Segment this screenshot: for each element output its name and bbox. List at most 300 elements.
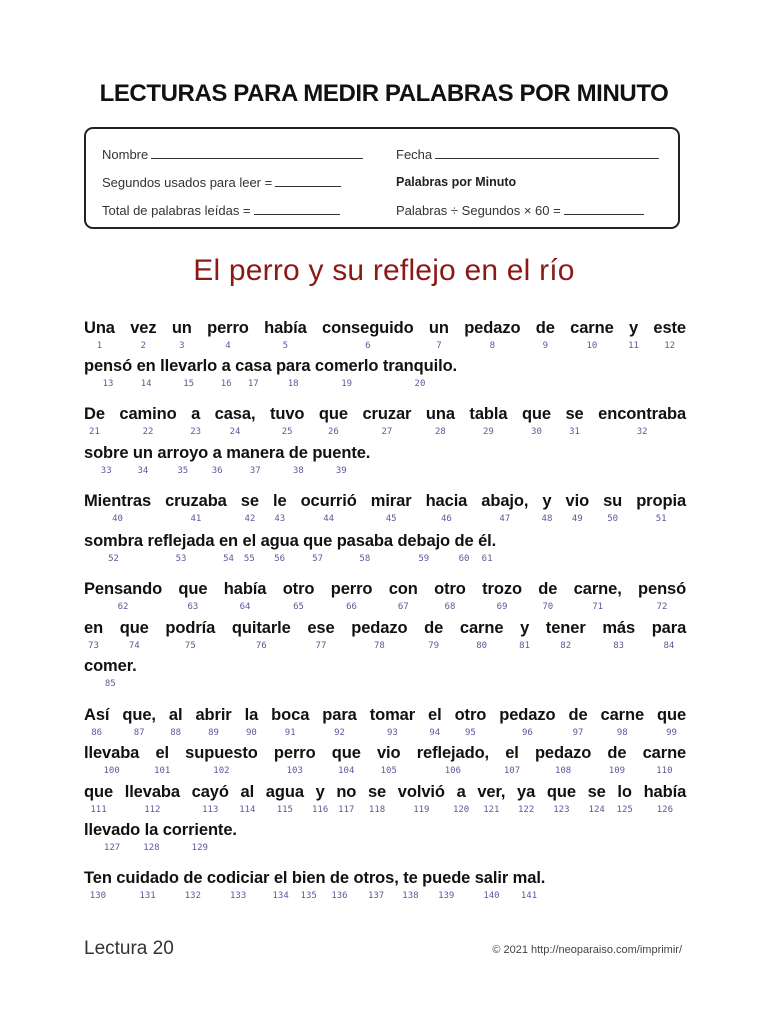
story-word: se [565,405,584,423]
word-number: 58 [359,554,371,564]
word-number: 5 [282,341,289,351]
story-word: una [425,405,455,423]
story-word: agua [265,783,304,801]
story-word: pedazo [534,744,592,762]
word-number: 135 [300,891,317,901]
page-title: LECTURAS PARA MEDIR PALABRAS POR MINUTO [99,80,669,107]
word-number: 33 [100,466,112,476]
story-word: pedazo [464,319,521,337]
story-word: de [568,706,588,724]
word-number: 10 [586,341,598,351]
story-word: que [119,619,149,637]
word-number: 109 [608,766,626,776]
word-number: 94 [429,728,441,738]
word-number: 111 [90,805,107,815]
story-word: tener [545,619,586,637]
word-number: 11 [628,341,639,351]
story-word: que, [122,706,156,724]
word-number: 19 [341,379,353,389]
story-word: se [240,492,259,510]
word-number: 78 [373,641,385,651]
word-number: 132 [184,891,202,901]
story-word: al [240,783,255,801]
story-word: podría [165,619,216,637]
reader-info-box [84,127,680,229]
story-line [84,405,686,424]
story-word: vio [376,744,401,762]
story-word: hacia [425,492,468,510]
word-number: 45 [385,514,397,524]
story-word: que [546,783,576,801]
word-number: 9 [542,341,549,351]
seconds-label: Segundos usados para leer = [102,175,273,190]
word-number: 51 [655,514,667,524]
story-word: camino [119,405,177,423]
story-word: que [303,532,333,550]
word-number: 43 [274,514,286,524]
word-number: 102 [213,766,230,776]
story-word: de [607,744,627,762]
date-label: Fecha [396,147,433,162]
story-word: llevaba [124,783,180,801]
story-word: otro [434,580,466,598]
word-number: 93 [386,728,398,738]
story-word: ver, [477,783,506,801]
story-word: conseguido [322,319,414,337]
story-word: supuesto [185,744,258,762]
story-word: te [403,869,418,887]
story-word: salir [474,869,509,887]
word-number: 127 [103,843,121,853]
story-word: pedazo [499,706,556,724]
word-number: 99 [666,728,677,738]
story-word: ya [517,783,536,801]
story-word: comer. [84,657,137,675]
story-word: trozo [482,580,522,598]
word-number: 31 [569,427,580,437]
story-word: a [456,783,466,801]
word-number: 139 [438,891,455,901]
story-word: un [132,444,153,462]
word-number: 40 [112,514,123,524]
word-number: 26 [327,427,339,437]
word-number: 98 [616,728,628,738]
word-number: 73 [88,641,99,651]
story-line [84,657,137,676]
reading-number: Lectura 20 [84,938,174,959]
story-word: tranquilo. [382,357,458,375]
story-word: que [318,405,348,423]
story-word: carne [600,706,645,724]
word-number: 68 [444,602,456,612]
word-number: 123 [553,805,570,815]
story-word: el [242,532,257,550]
word-number: 122 [517,805,535,815]
word-number: 70 [542,602,554,612]
story-word: carne [459,619,504,637]
word-number: 54 [223,554,234,564]
story-word: la [244,706,259,724]
story-line [84,444,370,463]
story-word: y [542,492,552,510]
story-line [84,319,686,338]
word-number: 84 [663,641,675,651]
story-word: otros, [353,869,399,887]
story-word: boca [271,706,310,724]
word-number: 46 [440,514,452,524]
word-number: 125 [616,805,633,815]
story-word: abajo, [481,492,529,510]
story-word: de [538,580,558,598]
word-number: 13 [102,379,114,389]
story-word: llevarlo [160,357,218,375]
story-word: había [643,783,687,801]
story-word: cayó [191,783,229,801]
story-word: a [191,405,201,423]
seconds-field[interactable] [275,185,341,187]
word-number: 120 [452,805,470,815]
story-word: el [155,744,169,762]
word-number: 92 [334,728,345,738]
story-word: en [218,532,239,550]
story-word: había [264,319,307,337]
word-number: 110 [656,766,673,776]
story-word: corriente. [162,821,237,839]
story-word: a [212,444,222,462]
word-number: 124 [588,805,605,815]
word-number: 47 [499,514,511,524]
story-word: el [428,706,442,724]
story-word: al [168,706,183,724]
word-number: 129 [191,843,208,853]
story-word: tomar [369,706,416,724]
name-field[interactable] [151,157,363,159]
total-label: Total de palabras leídas = [102,203,251,218]
word-number: 80 [476,641,488,651]
word-number: 64 [239,602,251,612]
word-number: 119 [413,805,430,815]
word-number: 114 [239,805,256,815]
word-number: 50 [607,514,619,524]
word-number: 138 [402,891,419,901]
word-number: 126 [656,805,673,815]
word-number: 29 [483,427,494,437]
word-number: 57 [312,554,324,564]
word-number: 113 [202,805,219,815]
story-word: en [136,357,156,375]
word-number: 27 [381,427,393,437]
story-word: agua [260,532,299,550]
word-number: 12 [664,341,676,351]
name-row [102,147,363,162]
word-number: 89 [208,728,219,738]
word-number: 23 [190,427,202,437]
word-number: 136 [331,891,348,901]
seconds-row [102,175,341,190]
word-number: 42 [244,514,256,524]
word-number: 105 [380,766,397,776]
story-word: quitarle [231,619,291,637]
story-word: sombra [84,532,144,550]
story-word: cruzaba [165,492,227,510]
story-word: lo [617,783,632,801]
word-number: 101 [154,766,171,776]
word-number: 66 [346,602,357,612]
word-number: 24 [229,427,241,437]
word-number: 4 [225,341,231,351]
word-number: 108 [554,766,572,776]
word-number: 49 [571,514,583,524]
story-word: a [221,357,231,375]
story-word: la [144,821,159,839]
word-number: 83 [613,641,625,651]
word-number: 61 [481,554,493,564]
story-word: para [651,619,687,637]
word-number: 37 [249,466,261,476]
formula-label: Palabras ÷ Segundos × 60 = [396,203,561,218]
word-number: 87 [133,728,145,738]
story-word: Mientras [84,492,152,510]
story-word: ocurrió [300,492,357,510]
word-number: 100 [103,766,120,776]
word-number: 69 [496,602,508,612]
story-word: un [428,319,449,337]
word-number: 79 [428,641,440,651]
word-number: 35 [177,466,189,476]
story-word: De [84,405,105,423]
story-word: Pensando [84,580,163,598]
word-number: 67 [397,602,409,612]
story-word: cruzar [362,405,412,423]
story-word: con [388,580,418,598]
word-number: 8 [489,341,496,351]
story-word: que [331,744,361,762]
word-number: 116 [311,805,329,815]
date-row [396,147,659,162]
word-number: 90 [245,728,257,738]
story-line [84,783,686,802]
word-number: 95 [465,728,476,738]
story-word: comerlo [314,357,379,375]
word-number: 59 [418,554,430,564]
wpm-label: Palabras por Minuto [396,175,517,189]
word-number: 18 [287,379,299,389]
story-line [84,619,686,638]
story-word: había [223,580,267,598]
story-word: debajo [397,532,451,550]
word-number: 60 [458,554,470,564]
word-number: 103 [286,766,303,776]
word-number: 30 [531,427,542,437]
story-word: pasaba [336,532,393,550]
word-number: 1 [96,341,103,351]
word-number: 76 [255,641,267,651]
story-word: el [505,744,519,762]
word-number: 32 [636,427,648,437]
story-word: tuvo [269,405,305,423]
story-word: codiciar [206,869,270,887]
story-line [84,492,686,511]
word-number: 72 [656,602,668,612]
story-line [84,821,237,840]
story-word: llevaba [84,744,140,762]
formula-field[interactable] [564,213,644,215]
word-number: 141 [520,891,538,901]
word-number: 131 [139,891,156,901]
story-word: mal. [512,869,546,887]
story-word: no [336,783,357,801]
word-number: 118 [368,805,386,815]
word-number: 88 [170,728,182,738]
word-number: 55 [243,554,255,564]
word-number: 115 [276,805,293,815]
story-word: para [275,357,311,375]
story-line [84,706,686,725]
word-number: 85 [104,679,116,689]
word-number: 91 [284,728,296,738]
story-word: que [84,783,114,801]
word-number: 53 [175,554,187,564]
word-number: 97 [572,728,584,738]
story-word: su [603,492,623,510]
story-word: un [171,319,192,337]
word-number: 39 [335,466,347,476]
story-word: pedazo [351,619,408,637]
story-word: sobre [84,444,129,462]
word-number: 52 [108,554,119,564]
story-word: puede [422,869,471,887]
story-word: arroyo [157,444,209,462]
word-number: 36 [211,466,223,476]
story-word: de [424,619,444,637]
story-word: reflejada [147,532,215,550]
story-word: vio [565,492,590,510]
word-number: 133 [229,891,247,901]
story-word: de [535,319,555,337]
word-number: 56 [274,554,286,564]
story-word: manera [226,444,285,462]
word-number: 16 [220,379,232,389]
word-number: 28 [434,427,446,437]
story-word: bien [291,869,326,887]
story-word: Así [84,706,110,724]
story-line [84,580,686,599]
story-word: y [628,319,639,337]
story-word: en [84,619,104,637]
story-word: él. [478,532,497,550]
story-word: reflejado, [416,744,490,762]
word-number: 38 [292,466,304,476]
word-number: 137 [367,891,385,901]
story-word: y [520,619,530,637]
story-title: El perro y su reflejo en el río [193,254,575,287]
formula-row [396,203,644,218]
word-number: 7 [436,341,442,351]
word-number: 22 [142,427,154,437]
story-word: de [329,869,349,887]
word-number: 71 [592,602,604,612]
story-word: Ten [84,869,112,887]
story-word: el [273,869,288,887]
word-number: 107 [503,766,521,776]
story-word: vez [130,319,157,337]
word-number: 44 [323,514,335,524]
word-number: 6 [365,341,371,351]
story-word: que [178,580,208,598]
story-word: puente. [312,444,371,462]
story-word: mirar [370,492,412,510]
name-label: Nombre [102,147,149,162]
story-word: perro [207,319,249,337]
word-number: 96 [521,728,533,738]
story-line [84,869,545,888]
word-number: 14 [140,379,152,389]
word-number: 104 [338,766,355,776]
story-word: tabla [469,405,508,423]
story-word: otro [282,580,315,598]
story-word: perro [273,744,316,762]
story-word: de [454,532,474,550]
story-word: perro [330,580,373,598]
story-word: encontraba [598,405,687,423]
word-number: 21 [89,427,100,437]
word-number: 48 [541,514,553,524]
word-number: 128 [143,843,160,853]
word-number: 140 [483,891,500,901]
word-number: 15 [183,379,195,389]
story-word: carne, [573,580,622,598]
total-field[interactable] [254,213,340,215]
date-field[interactable] [435,157,659,159]
word-number: 41 [190,514,202,524]
word-number: 17 [247,379,259,389]
story-word: de [288,444,308,462]
word-number: 3 [179,341,185,351]
story-word: volvió [397,783,445,801]
story-word: que [657,706,687,724]
story-word: abrir [195,706,232,724]
word-number: 81 [519,641,531,651]
story-word: propia [636,492,687,510]
word-number: 25 [281,427,293,437]
story-line [84,532,496,551]
word-number: 74 [128,641,140,651]
story-word: carne [642,744,687,762]
story-word: de [183,869,203,887]
story-word: cuidado [116,869,179,887]
story-line [84,357,457,376]
word-number: 112 [144,805,161,815]
total-row [102,203,340,218]
story-word: y [315,783,325,801]
word-number: 34 [137,466,149,476]
story-word: carne [570,319,614,337]
story-word: ese [307,619,335,637]
story-word: que [521,405,551,423]
word-number: 106 [444,766,461,776]
word-number: 75 [184,641,196,651]
story-word: se [367,783,387,801]
word-number: 86 [91,728,103,738]
word-number: 63 [187,602,199,612]
story-word: otro [454,706,487,724]
story-word: este [653,319,686,337]
story-word: Una [84,319,115,337]
story-word: casa [235,357,272,375]
word-number: 65 [293,602,304,612]
copyright-text: © 2021 http://neoparaiso.com/imprimir/ [492,944,682,956]
story-word: pensó [84,357,133,375]
